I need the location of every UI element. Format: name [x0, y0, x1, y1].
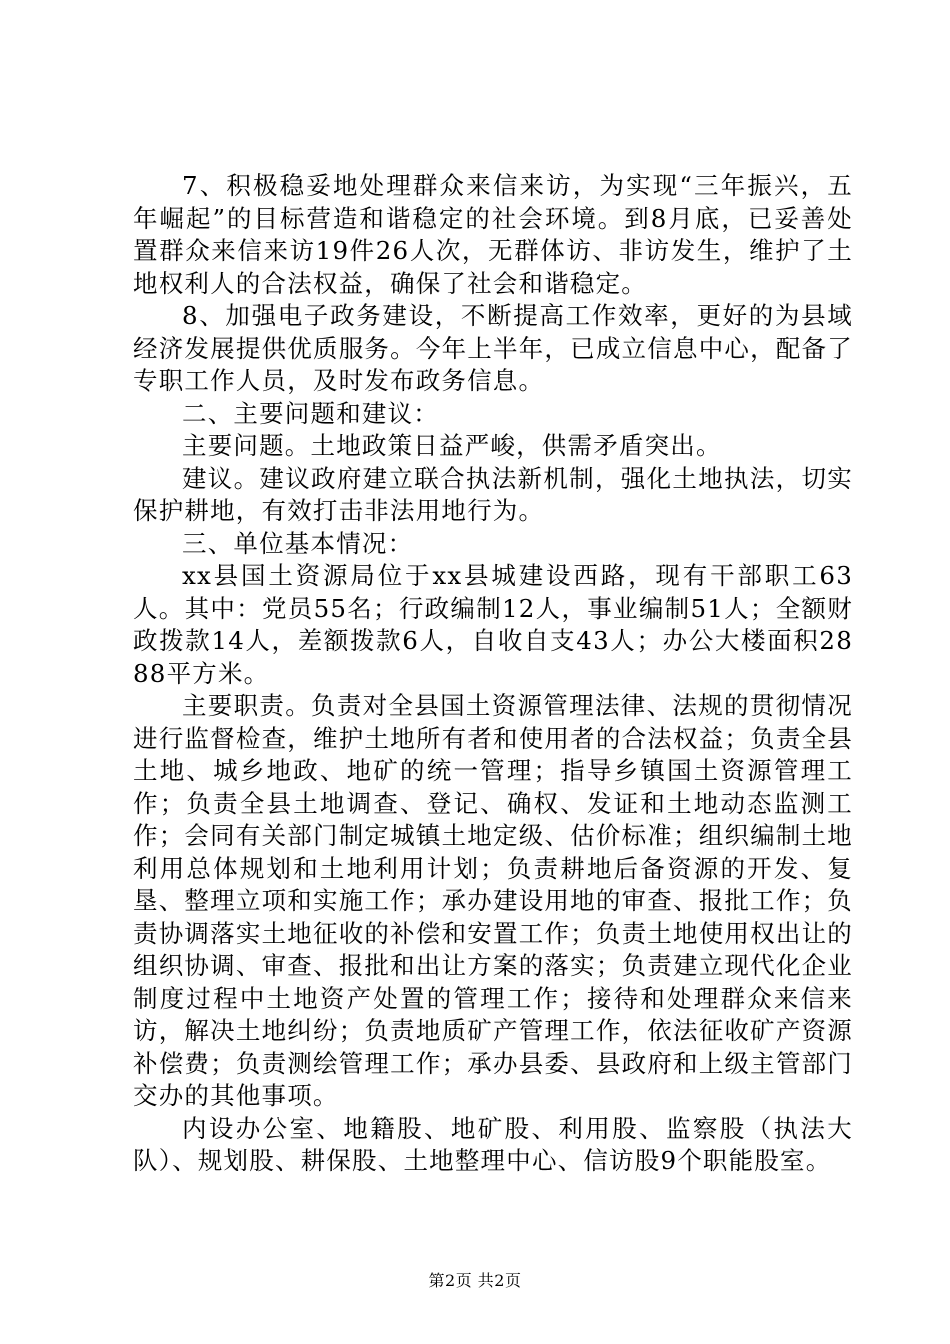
- page-number: 第2页 共2页: [428, 1271, 522, 1290]
- paragraph-internal-departments: 内设办公室、地籍股、地矿股、利用股、监察股（执法大队）、规划股、耕保股、土地整理中心、信访股9个职能股室。: [133, 1113, 853, 1175]
- section-heading-basic-info: 三、单位基本情况：: [182, 528, 414, 558]
- paragraph-main-duties: 主要职责。负责对全县国土资源管理法律、法规的贯彻情况进行监督检查，维护土地所有者和使用者的合法权益；负责全县土地、城乡地政、地矿的统一管理；指导乡镇国土资源管理工作；负责全县土地调查、登记、确权、发证和土地动态监测工作；会同有关部门制定城镇土地定级、估价标准；组织编制土地利用总体规划和土地利用计划；负责耕地后备资源的开发、复垦、整理立项和实施工作；承办建设用地的审查、报批工作；负责协调落实土地征收的补偿和安置工作；负责土地使用权出让的组织协调、审查、报批和出让方案的落实；负责建立现代化企业制度过程中土地资产处置的管理工作；接待和处理群众来信来访，解决土地纠纷；负责地质矿产管理工作，依法征收矿产资源补偿费；负责测绘管理工作；承办县委、县政府和上级主管部门交办的其他事项。: [133, 691, 853, 1110]
- paragraph-e-government: 8、加强电子政务建设，不断提高工作效率，更好的为县域经济发展提供优质服务。今年上半年，已成立信息中心，配备了专职工作人员，及时发布政务信息。: [133, 301, 853, 395]
- section-heading-problems: 二、主要问题和建议：: [182, 398, 439, 428]
- document-body: [133, 170, 853, 1178]
- paragraph-petition-handling: 7、积极稳妥地处理群众来信来访，为实现“三年振兴，五年崛起”的目标营造和谐稳定的社会环境。到8月底，已妥善处置群众来信来访19件26人次，无群体访、非访发生，维护了土地权利人的合法权益，确保了社会和谐稳定。: [133, 171, 853, 298]
- paragraph-suggestions: 建议。建议政府建立联合执法新机制，强化土地执法，切实保护耕地，有效打击非法用地行为。: [133, 463, 853, 525]
- page-footer: [0, 1271, 950, 1291]
- paragraph-bureau-overview: xx县国土资源局位于xx县城建设西路，现有干部职工63人。其中：党员55名；行政编制12人，事业编制51人；全额财政拨款14人，差额拨款6人，自收自支43人；办公大楼面积2888平方米。: [133, 561, 853, 688]
- paragraph-main-problems: 主要问题。土地政策日益严峻，供需矛盾突出。: [182, 431, 722, 460]
